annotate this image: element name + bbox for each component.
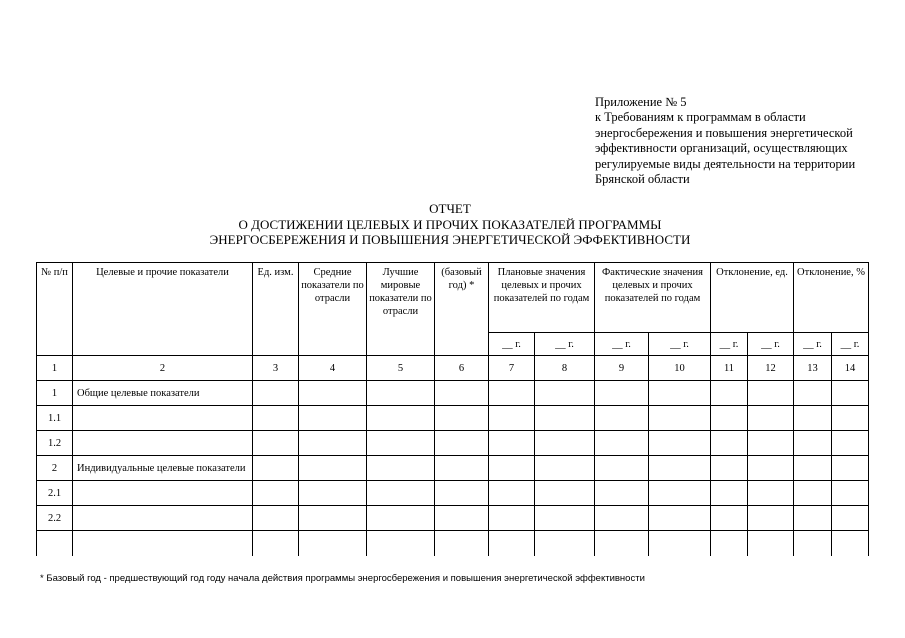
row-number [37, 531, 73, 556]
row-indicator-name [73, 406, 253, 431]
report-title [120, 201, 780, 248]
column-number: 14 [832, 356, 869, 381]
header-deviation-pct: Отклонение, % [794, 263, 869, 333]
year-cell: __ г. [489, 333, 535, 356]
column-number: 10 [649, 356, 711, 381]
column-number: 1 [37, 356, 73, 381]
column-number-row [37, 356, 869, 381]
row-number: 1.2 [37, 431, 73, 456]
row-number: 2.2 [37, 506, 73, 531]
appendix-line: энергосбережения и повышения энергетической [595, 125, 853, 140]
column-number: 6 [435, 356, 489, 381]
row-number: 2 [37, 456, 73, 481]
year-cell: __ г. [794, 333, 832, 356]
row-indicator-name: Индивидуальные целевые показатели [73, 456, 253, 481]
header-unit: Ед. изм. [253, 263, 299, 356]
column-number: 7 [489, 356, 535, 381]
table-row [37, 381, 869, 406]
table-row [37, 456, 869, 481]
appendix-line: Брянской области [595, 172, 690, 187]
row-number: 2.1 [37, 481, 73, 506]
year-cell: __ г. [535, 333, 595, 356]
row-indicator-name [73, 431, 253, 456]
year-cell: __ г. [649, 333, 711, 356]
column-number: 4 [299, 356, 367, 381]
header-deviation-units: Отклонение, ед. [711, 263, 794, 333]
header-best-world: Лучшие мировые показатели по отрасли [367, 263, 435, 356]
column-number: 9 [595, 356, 649, 381]
title-line: О ДОСТИЖЕНИИ ЦЕЛЕВЫХ И ПРОЧИХ ПОКАЗАТЕЛЕЙ ПРОГРАММЫ [238, 216, 662, 232]
year-cell: __ г. [595, 333, 649, 356]
column-number: 8 [535, 356, 595, 381]
footnote: * Базовый год - предшествующий год году начала действия программы энергосбережения и повышения энергетической эффективности [40, 573, 645, 584]
table-row [37, 431, 869, 456]
column-number: 5 [367, 356, 435, 381]
header-indicators: Целевые и прочие показатели [73, 263, 253, 356]
report-table [36, 262, 869, 556]
column-number: 11 [711, 356, 748, 381]
table-row [37, 531, 869, 556]
appendix-line: регулируемые виды деятельности на территории [595, 156, 856, 171]
table-row [37, 481, 869, 506]
column-number: 3 [253, 356, 299, 381]
row-indicator-name: Общие целевые показатели [73, 381, 253, 406]
year-cell: __ г. [832, 333, 869, 356]
header-base-year: (базовый год) * [435, 263, 489, 356]
title-line: ЭНЕРГОСБЕРЕЖЕНИЯ И ПОВЫШЕНИЯ ЭНЕРГЕТИЧЕСКОЙ ЭФФЕКТИВНОСТИ [209, 232, 691, 247]
column-number: 2 [73, 356, 253, 381]
appendix-line: Приложение № 5 [595, 95, 687, 109]
appendix-note [595, 95, 895, 187]
row-number: 1.1 [37, 406, 73, 431]
row-indicator-name [73, 506, 253, 531]
table-row [37, 506, 869, 531]
header-num: № п/п [37, 263, 73, 356]
header-actual: Фактические значения целевых и прочих показателей по годам [595, 263, 711, 333]
row-indicator-name [73, 481, 253, 506]
column-number: 13 [794, 356, 832, 381]
title-line: ОТЧЕТ [429, 201, 471, 216]
header-avg-industry: Средние показатели по отрасли [299, 263, 367, 356]
header-planned: Плановые значения целевых и прочих показателей по годам [489, 263, 595, 333]
year-cell: __ г. [711, 333, 748, 356]
row-number: 1 [37, 381, 73, 406]
appendix-line: к Требованиям к программам в области [595, 110, 806, 125]
year-cell: __ г. [748, 333, 794, 356]
appendix-line: эффективности организаций, осуществляющих [595, 141, 848, 156]
row-indicator-name [73, 531, 253, 556]
column-number: 12 [748, 356, 794, 381]
table-row [37, 406, 869, 431]
